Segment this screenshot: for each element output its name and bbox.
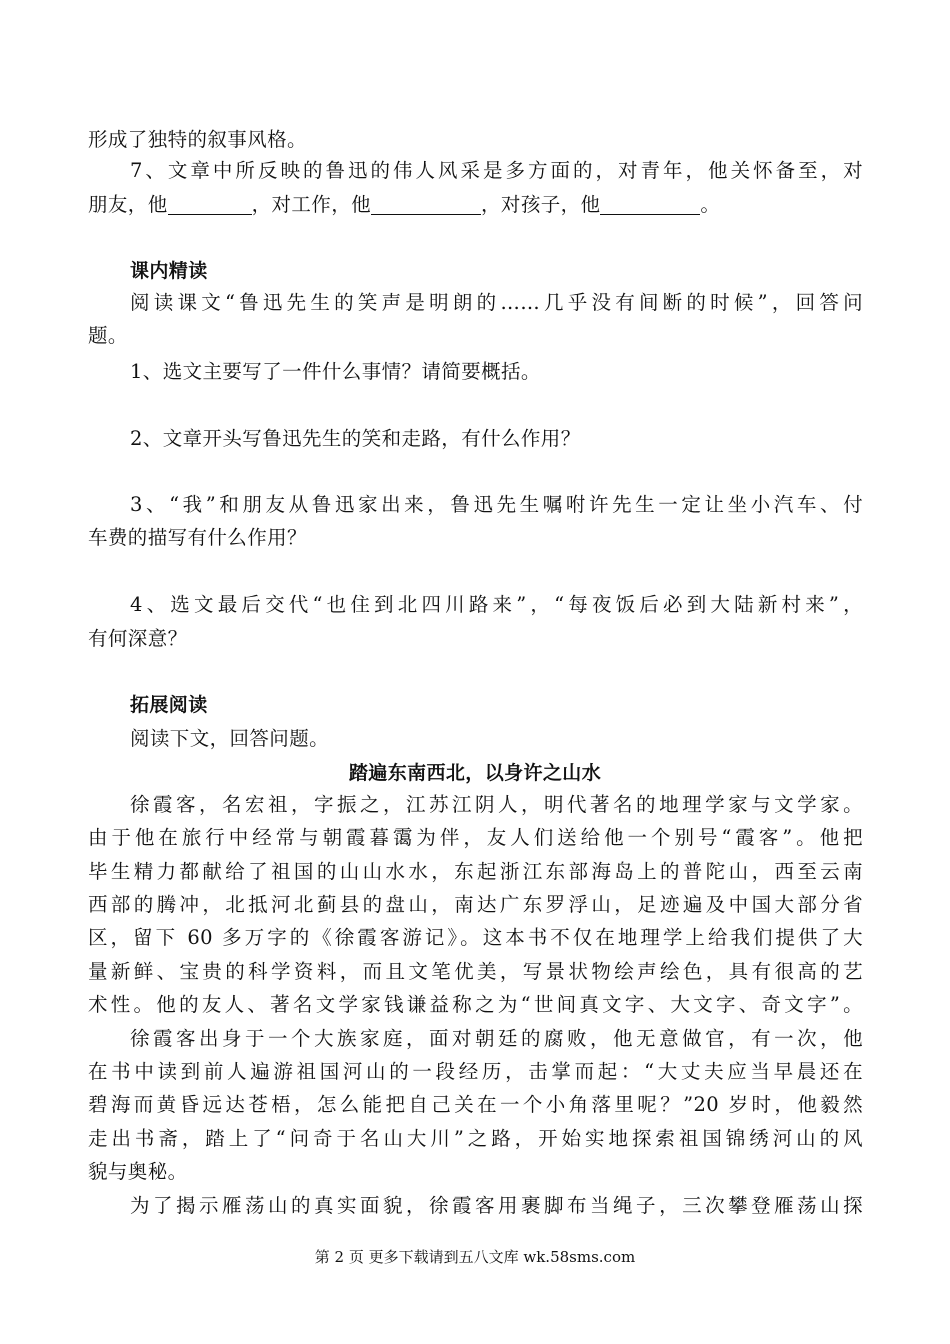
paragraph-line: 量新鲜、宝贵的科学资料，而且文笔优美，写景状物绘声绘色，具有很高的艺 bbox=[88, 960, 863, 983]
question-3-line-1: 3、“我”和朋友从鲁迅家出来，鲁迅先生嘱咐许先生一定让坐小汽车、付 bbox=[130, 493, 863, 516]
question-2: 2、文章开头写鲁迅先生的笑和走路，有什么作用？ bbox=[130, 427, 581, 450]
section-heading-intensive-reading: 课内精读 bbox=[130, 260, 208, 282]
text-segment: 朋友，他 bbox=[88, 193, 168, 216]
paragraph-line: 为了揭示雁荡山的真实面貌，徐霞客用裹脚布当绳子，三次攀登雁荡山探 bbox=[130, 1194, 863, 1217]
section-1-intro-line-2: 题。 bbox=[88, 324, 128, 347]
paragraph-line: 貌与奥秘。 bbox=[88, 1160, 188, 1183]
article-title: 踏遍东南西北，以身许之山水 bbox=[348, 762, 602, 784]
paragraph-line: 碧海而黄昏远达苍梧，怎么能把自己关在一个小角落里呢？”20 岁时，他毅然 bbox=[88, 1093, 863, 1116]
text-segment: 。 bbox=[700, 193, 721, 216]
paragraph-line: 毕生精力都献给了祖国的山山水水，东起浙江东部海岛上的普陀山，西至云南 bbox=[88, 860, 863, 883]
paragraph-line: 徐霞客，名宏祖，字振之，江苏江阴人，明代著名的地理学家与文学家。 bbox=[130, 793, 863, 816]
section-2-intro: 阅读下文，回答问题。 bbox=[130, 727, 330, 750]
text-segment: ，对工作，他 bbox=[251, 193, 372, 216]
answer-blank bbox=[371, 192, 481, 215]
question-7-line-1: 7、文章中所反映的鲁迅的伟人风采是多方面的，对青年，他关怀备至，对 bbox=[130, 159, 863, 182]
paragraph-line: 西部的腾冲，北抵河北蓟县的盘山，南达广东罗浮山，足迹遍及中国大部分省 bbox=[88, 893, 863, 916]
question-4-line-2: 有何深意？ bbox=[88, 627, 188, 650]
paragraph-line: 走出书斋，踏上了“问奇于名山大川”之路，开始实地探索祖国锦绣河山的风 bbox=[88, 1127, 863, 1150]
question-4-line-1: 4、选文最后交代“也住到北四川路来”，“每夜饭后必到大陆新村来”， bbox=[130, 593, 863, 616]
question-3-line-2: 车费的描写有什么作用？ bbox=[88, 526, 307, 549]
answer-blank bbox=[600, 192, 700, 215]
section-1-intro-line-1: 阅读课文“鲁迅先生的笑声是明朗的……几乎没有间断的时候”，回答问 bbox=[130, 291, 863, 314]
question-7-line-2 bbox=[88, 189, 863, 221]
page-footer: 第 2 页 更多下载请到五八文库 wk.58sms.com bbox=[314, 1248, 636, 1266]
paragraph-line: 徐霞客出身于一个大族家庭，面对朝廷的腐败，他无意做官，有一次，他 bbox=[130, 1027, 863, 1050]
text-segment: ，对孩子，他 bbox=[481, 193, 601, 216]
question-1: 1、选文主要写了一件什么事情？请简要概括。 bbox=[130, 360, 541, 383]
paragraph-line: 术性。他的友人、著名文学家钱谦益称之为“世间真文字、大文字、奇文字”。 bbox=[88, 993, 863, 1016]
paragraph-line: 在书中读到前人遍游祖国河山的一段经历，击掌而起：“大丈夫应当早晨还在 bbox=[88, 1060, 863, 1083]
section-heading-extended-reading: 拓展阅读 bbox=[130, 694, 208, 716]
paragraph-line: 区，留下 60 多万字的《徐霞客游记》。这本书不仅在地理学上给我们提供了大 bbox=[88, 926, 863, 949]
paragraph-line: 由于他在旅行中经常与朝霞暮霭为伴，友人们送给他一个别号“霞客”。他把 bbox=[88, 826, 863, 849]
text-line: 形成了独特的叙事风格。 bbox=[88, 128, 307, 151]
answer-blank bbox=[168, 192, 252, 215]
